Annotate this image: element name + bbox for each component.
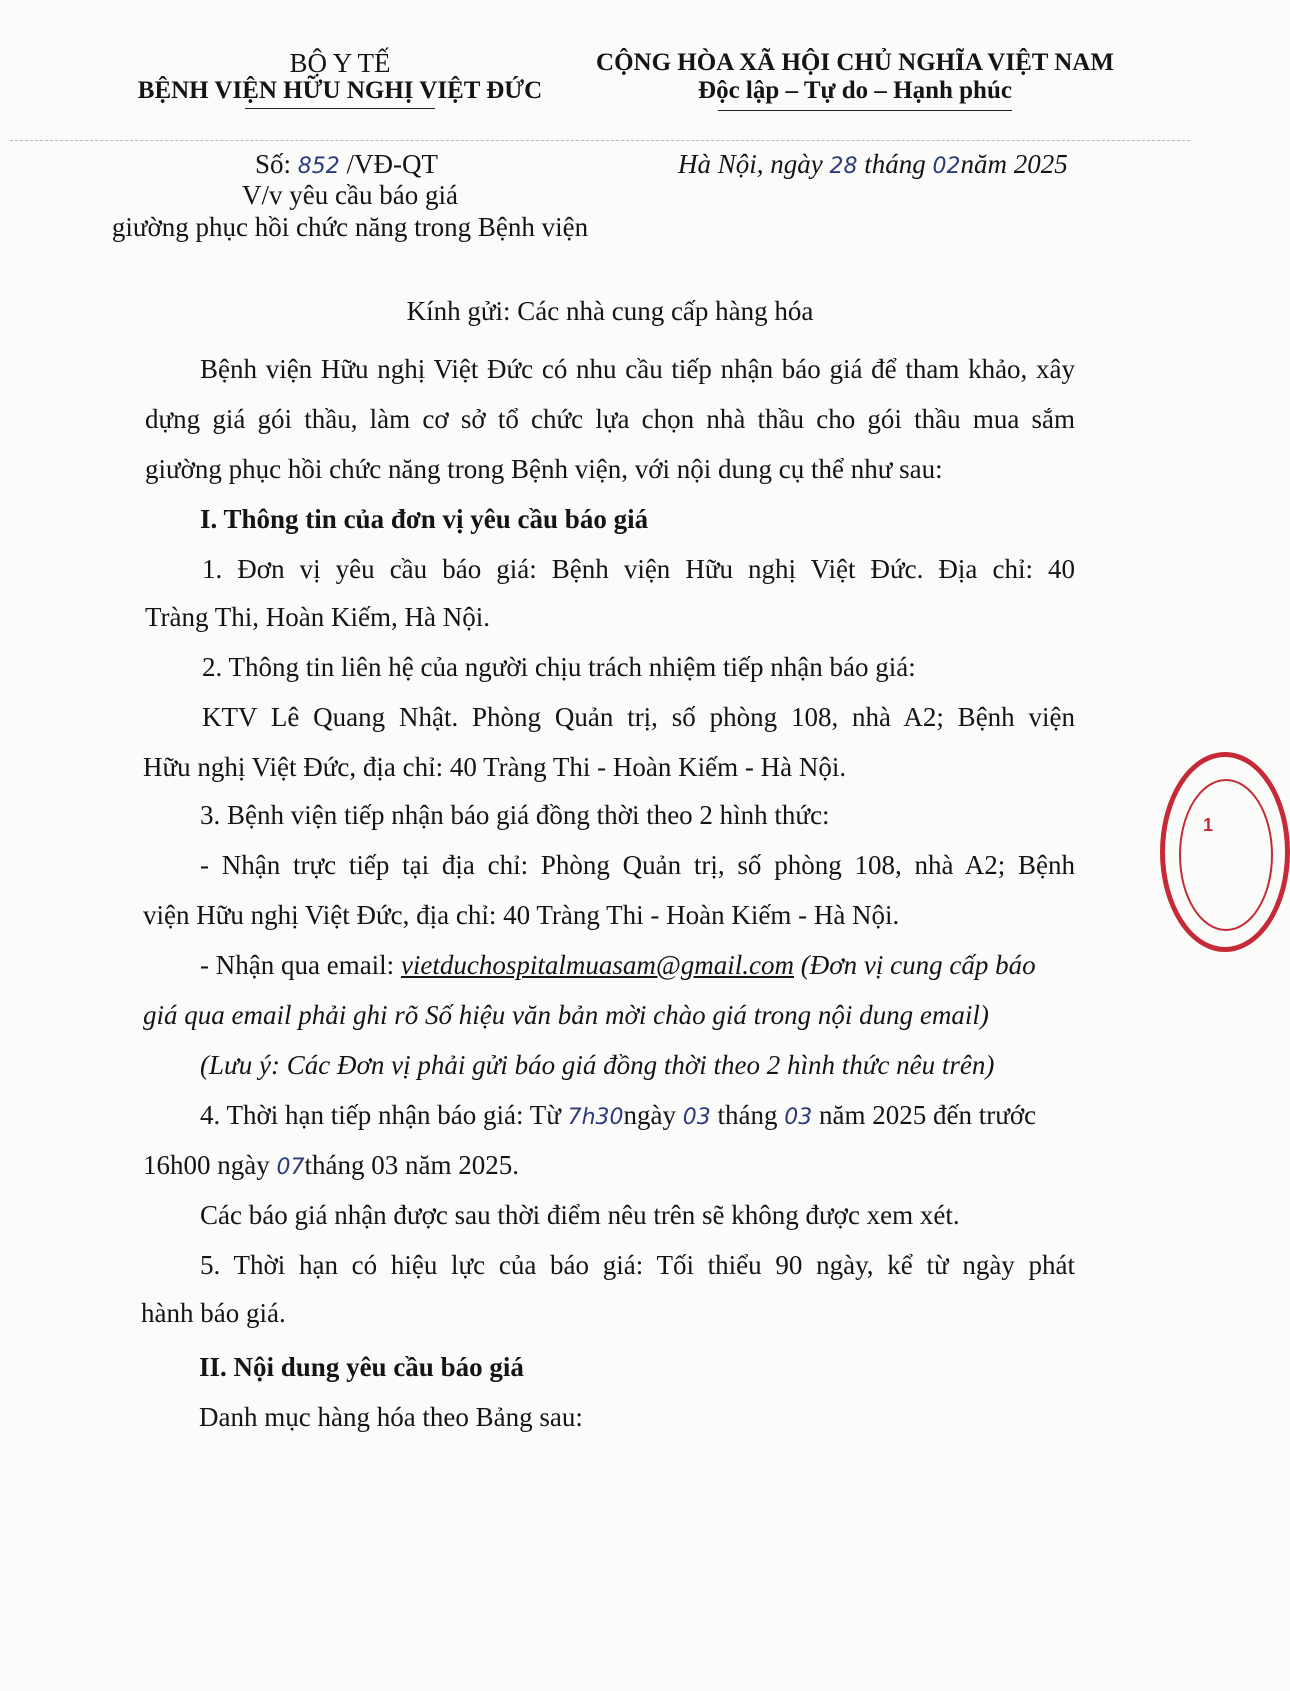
item-1-line-1: 1. Đơn vị yêu cầu báo giá: Bệnh viện Hữu nghị Việt Đức. Địa chỉ: 40 [202, 554, 1075, 584]
item-2-line-1: 2. Thông tin liên hệ của người chịu trách nhiệm tiếp nhận báo giá: [202, 652, 916, 682]
item-4-handwritten-day: 03 [682, 1105, 711, 1130]
item-3-direct-line-1: - Nhận trực tiếp tại địa chỉ: Phòng Quản trị, số phòng 108, nhà A2; Bệnh [200, 850, 1075, 880]
email-note-2: giá qua email phải ghi rõ Số hiệu văn bản mời chào giá trong nội dung email) [143, 1000, 989, 1030]
ref-prefix: Số: [255, 149, 292, 179]
section-1-heading: I. Thông tin của đơn vị yêu cầu báo giá [200, 504, 649, 534]
ministry-name: BỘ Y TẾ [289, 48, 391, 78]
item-2-line-2: KTV Lê Quang Nhật. Phòng Quản trị, số phòng 108, nhà A2; Bệnh viện [202, 702, 1075, 732]
motto-underline [718, 110, 1012, 111]
item-4-line-2-part-2: tháng 03 năm 2025. [304, 1150, 519, 1180]
email-link[interactable]: vietduchospitalmuasam@gmail.com [400, 950, 794, 980]
section-2-line-1: Danh mục hàng hóa theo Bảng sau: [199, 1402, 583, 1432]
item-4-handwritten-time: 7h30 [567, 1105, 624, 1130]
subject-line-2: giường phục hồi chức năng trong Bệnh viện [111, 212, 589, 242]
item-4-note: Các báo giá nhận được sau thời điểm nêu trên sẽ không được xem xét. [200, 1200, 960, 1230]
item-4-line-1 [200, 1098, 1036, 1135]
national-motto: Độc lập – Tự do – Hạnh phúc [698, 77, 1012, 104]
email-note-1: (Đơn vị cung cấp báo [800, 950, 1036, 980]
date-place: Hà Nội, ngày [678, 149, 823, 179]
date-year: năm 2025 [960, 149, 1068, 179]
document-date [678, 147, 1068, 184]
date-month: 02 [932, 154, 961, 179]
item-4-line-2 [143, 1148, 519, 1185]
item-4-part-2: ngày [623, 1100, 677, 1130]
date-day: 28 [829, 154, 858, 179]
intro-line-3: giường phục hồi chức năng trong Bệnh viện, với nội dung cụ thể như sau: [145, 454, 943, 484]
salutation: Kính gửi: Các nhà cung cấp hàng hóa [406, 296, 814, 326]
item-4-handwritten-day-2: 07 [276, 1155, 305, 1180]
item-5-line-2: hành báo giá. [141, 1298, 286, 1328]
header-divider [10, 140, 1190, 141]
ref-handwritten-number: 852 [297, 154, 340, 179]
date-month-word: tháng [864, 149, 926, 179]
section-2-heading: II. Nội dung yêu cầu báo giá [199, 1352, 524, 1382]
item-3-line-1: 3. Bệnh viện tiếp nhận báo giá đồng thời theo 2 hình thức: [200, 800, 830, 830]
seal-text: 1 [1203, 815, 1214, 835]
official-seal-stamp [1160, 752, 1290, 952]
item-4-handwritten-month: 03 [784, 1105, 813, 1130]
hospital-name: BỆNH VIỆN HỮU NGHỊ VIỆT ĐỨC [137, 77, 543, 104]
item-3-email-line [200, 948, 1036, 982]
item-4-part-1: 4. Thời hạn tiếp nhận báo giá: Từ [200, 1100, 561, 1130]
item-5-line-1: 5. Thời hạn có hiệu lực của báo giá: Tối thiểu 90 ngày, kể từ ngày phát [200, 1250, 1075, 1280]
item-1-line-2: Tràng Thi, Hoàn Kiếm, Hà Nội. [145, 602, 490, 632]
item-4-part-4: năm 2025 đến trước [819, 1100, 1037, 1130]
country-name: CỘNG HÒA XÃ HỘI CHỦ NGHĨA VIỆT NAM [596, 49, 1114, 76]
intro-line-1: Bệnh viện Hữu nghị Việt Đức có nhu cầu tiếp nhận báo giá để tham khảo, xây [200, 354, 1075, 384]
item-4-line-2-part-1: 16h00 ngày [143, 1150, 270, 1180]
item-3-direct-line-2: viện Hữu nghị Việt Đức, địa chỉ: 40 Tràng Thi - Hoàn Kiếm - Hà Nội. [143, 900, 900, 930]
item-3-note: (Lưu ý: Các Đơn vị phải gửi báo giá đồng thời theo 2 hình thức nêu trên) [200, 1050, 995, 1080]
seal-inner-ring [1179, 779, 1273, 931]
item-2-line-3: Hữu nghị Việt Đức, địa chỉ: 40 Tràng Thi - Hoàn Kiếm - Hà Nội. [143, 752, 847, 782]
hospital-underline [245, 108, 435, 109]
intro-line-2: dựng giá gói thầu, làm cơ sở tổ chức lựa chọn nhà thầu cho gói thầu mua sắm [145, 404, 1075, 434]
ref-suffix: /VĐ-QT [346, 149, 439, 179]
subject-line-1: V/v yêu cầu báo giá [242, 180, 458, 210]
item-4-part-3: tháng [717, 1100, 778, 1130]
email-prefix: - Nhận qua email: [200, 950, 395, 980]
